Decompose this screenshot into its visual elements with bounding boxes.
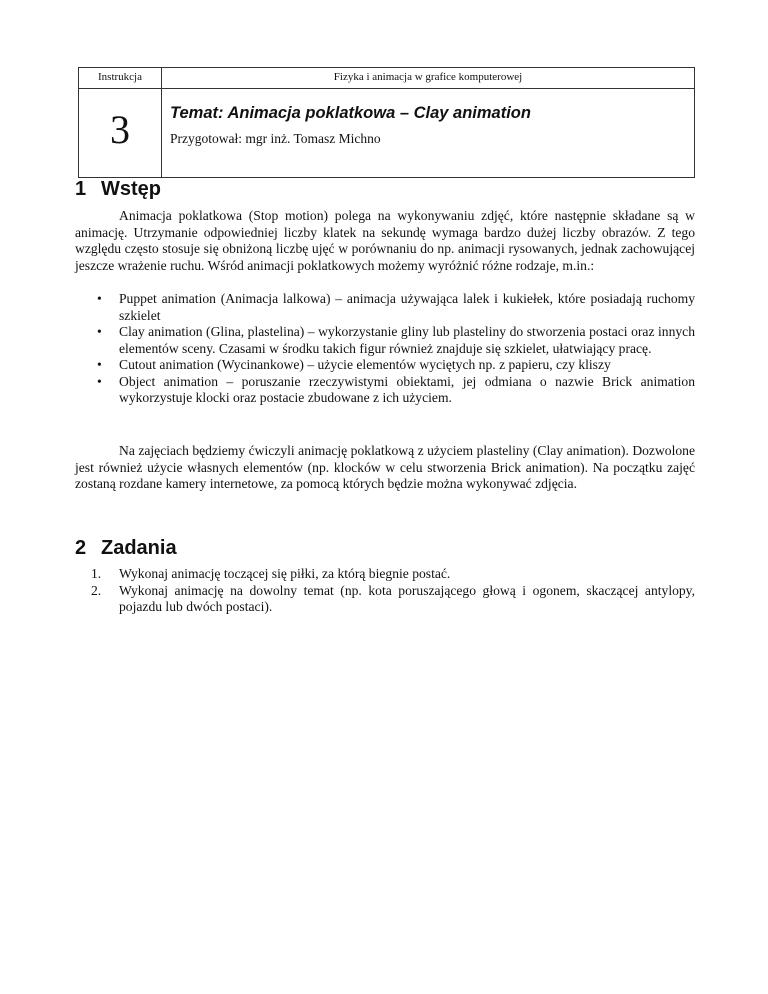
list-item [75,324,695,357]
course-title: Fizyka i animacja w grafice komputerowej [333,71,523,83]
bullet: • [97,291,102,306]
list-item [75,374,695,407]
topic-title: Temat: Animacja poklatkowa – Clay animation [170,104,531,122]
list-item [75,357,695,374]
task-number: 1. [91,566,102,581]
task-text: Wykonaj animację na dowolny temat (np. kota poruszającego głową i ogonem, skaczącej antylopy, pojazdu lub dwóch postaci). [119,582,695,614]
section-title: Zadania [101,537,177,559]
intro-text: Animacja poklatkowa (Stop motion) polega na wykonywaniu zdjęć, które następnie składane są w animację. Utrzymanie odpowiedniej liczby klatek na sekundę wymaga bardzo dużej liczby obrazów. Z tego względu często stosuje się obniżoną liczbę ujęć w porównaniu do np. animacji rysowanych, jednak zachowującej jeszcze wrażenie ruchu. Wśród animacji poklatkowych możemy wyróżnić różne rodzaje, m.in.: [75,208,695,273]
instruction-number: 3 [110,107,130,152]
section-number: 1 [75,178,87,200]
author-line: Przygotował: mgr inż. Tomasz Michno [170,131,381,146]
section-heading-tasks [75,537,177,560]
header-table [78,67,695,178]
closing-paragraph [75,443,695,493]
bullet: • [97,373,102,389]
bullet: • [97,357,102,372]
tasks-list [75,566,695,616]
bullet: • [97,324,102,339]
task-item [75,583,695,616]
instruction-label: Instrukcja [98,71,142,83]
animation-types-list [75,291,695,407]
closing-text: Na zajęciach będziemy ćwiczyli animację poklatkową z użyciem plasteliny (Clay animation). Dozwolone jest również użycie własnych elementów (np. klocków w celu stworzenia Brick animation). Na początku zajęć zostaną rozdane kamery internetowe, za pomocą których będzie można wykonywać zdjęcia. [75,443,695,491]
section-title: Wstęp [101,178,161,200]
header-horizontal-divider [79,88,694,89]
section-heading-intro [75,178,161,201]
intro-paragraph [75,208,695,274]
list-item-text: Clay animation (Glina, plastelina) – wykorzystanie gliny lub plasteliny do stworzenia postaci oraz innych elementów sceny. Czasami w środku takich figur również znajduje się szkielet, ułatwiający pracę. [119,324,695,356]
list-item-text: Puppet animation (Animacja lalkowa) – animacja używająca lalek i kukiełek, które posiadają ruchomy szkielet [119,291,695,323]
list-item-text: Object animation – poruszanie rzeczywistymi obiektami, jej odmiana o nazwie Brick animation wykorzystuje klocki oraz postacie zbudowane z ich użyciem. [119,373,695,405]
list-item [75,291,695,324]
list-item-text: Cutout animation (Wycinankowe) – użycie elementów wyciętych np. z papieru, czy kliszy [119,357,611,372]
section-number: 2 [75,537,87,559]
task-number: 2. [91,582,102,598]
task-item [75,566,695,583]
task-text: Wykonaj animację toczącej się piłki, za którą biegnie postać. [119,566,451,581]
